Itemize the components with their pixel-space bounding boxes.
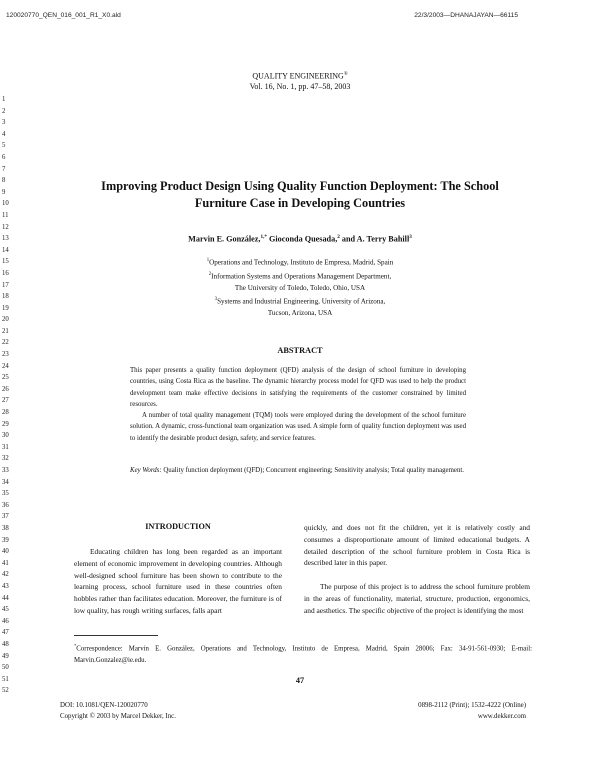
line-number: 44: [2, 594, 9, 602]
line-number: 9: [2, 188, 6, 196]
line-number: 32: [2, 455, 9, 463]
line-number: 14: [2, 246, 9, 254]
author-3: and A. Terry Bahill: [341, 234, 410, 244]
line-number: 2: [2, 107, 6, 115]
intro-left-paragraph: Educating children has long been regarded as an important element of economic improvement in developing countries. Although well-designed school furniture has been shown to contribute to the learning process, school furniture used in these countries often hobbles rather than facilitates education. Moreover, the furniture is of low quality, has rough writing surfaces, falls apart: [74, 547, 282, 615]
author-1: Marvin E. González,: [188, 234, 261, 244]
line-number: 34: [2, 478, 9, 486]
doi: DOI: 10.1081/QEN-120020770: [60, 702, 148, 709]
line-number: 37: [2, 513, 9, 521]
issn: 0898-2112 (Print); 1532-4222 (Online): [418, 702, 526, 709]
line-number: 30: [2, 432, 9, 440]
line-number: 10: [2, 200, 9, 208]
author-2: Gioconda Quesada,: [269, 234, 338, 244]
line-number: 5: [2, 142, 6, 150]
affiliation-2-cont: The University of Toledo, Toledo, Ohio, USA: [234, 283, 366, 292]
file-id-header: 120020770_QEN_016_001_R1_X0.ald: [6, 12, 121, 19]
line-number: 22: [2, 339, 9, 347]
affiliation-3: $^3$Systems and Industrial Engineering, University of Arizona,: [214, 297, 386, 306]
line-number: 8: [2, 177, 6, 185]
line-number: 24: [2, 362, 9, 370]
registered-mark: ®: [343, 72, 348, 77]
line-number: 49: [2, 652, 9, 660]
abstract-heading: ABSTRACT: [277, 346, 323, 355]
line-number: 23: [2, 351, 9, 359]
affiliations: [0, 255, 600, 320]
line-number: 12: [2, 223, 9, 231]
intro-right-paragraph-2: The purpose of this project is to address the school furniture problem in the areas of functionality, material, structure, production, ergonomics, and aesthetics. The specific objective of the project is identifying the most: [304, 582, 530, 615]
line-number: 39: [2, 536, 9, 544]
abstract-paragraph-1: This paper presents a quality function deployment (QFD) analysis of the design of school furniture in developing countries, using Costa Rica as the baseline. The dynamic hierarchy process model for QFD was used to help the product development team make effective decisions in satisfying the requirements of the customer constrained by limited resources.: [130, 367, 466, 408]
line-number: 6: [2, 153, 6, 161]
affiliation-1: $^1$Operations and Technology, Instituto de Empresa, Madrid, Spain: [206, 258, 394, 267]
line-number: 40: [2, 548, 9, 556]
line-number: 52: [2, 687, 9, 695]
keywords-label: Key Words:: [130, 467, 162, 474]
line-number: 15: [2, 258, 9, 266]
paper-title: [40, 178, 560, 212]
line-number: 19: [2, 304, 9, 312]
journal-name: QUALITY ENGINEERING®: [252, 71, 348, 81]
line-number: 7: [2, 165, 6, 173]
line-number: 41: [2, 559, 9, 567]
footer-right: [418, 701, 526, 722]
line-number: 27: [2, 397, 9, 405]
line-number: 1: [2, 96, 6, 103]
line-number: 25: [2, 374, 9, 382]
line-number: 3: [2, 119, 6, 127]
line-number: 45: [2, 606, 9, 614]
affiliation-3-cont: Tucson, Arizona, USA: [267, 309, 333, 318]
page-number: 47: [295, 676, 305, 685]
line-number: 16: [2, 269, 9, 277]
line-number: 50: [2, 664, 9, 672]
title-line-2: Furniture Case in Developing Countries: [194, 196, 406, 210]
intro-right-paragraph-1: quickly, and does not fit the children, yet it is relatively costly and consumes a disproportionate amount of limited educational budgets. A detailed description of the school furniture problem in Costa Rica is described later in this paper.: [304, 523, 530, 568]
footer-left: [60, 701, 176, 722]
line-number: 20: [2, 316, 9, 324]
line-number: 36: [2, 501, 9, 509]
author-1-affil: 1,*: [260, 234, 267, 240]
date-header: 22/3/2003—DHANAJAYAN—66115: [414, 12, 518, 19]
publisher-site: www.dekker.com: [477, 712, 526, 720]
line-number: 21: [2, 327, 9, 335]
journal-issue: Vol. 16, No. 1, pp. 47–58, 2003: [249, 82, 351, 91]
line-number: 29: [2, 420, 9, 428]
line-number: 31: [2, 443, 9, 451]
line-number: 33: [2, 467, 9, 474]
copyright: Copyright © 2003 by Marcel Dekker, Inc.: [60, 712, 176, 720]
introduction-heading: INTRODUCTION: [145, 522, 211, 531]
line-number: 38: [2, 524, 9, 532]
keywords-text: Quality function deployment (QFD); Concurrent engineering; Sensitivity analysis; Total quality management.: [161, 467, 464, 474]
abstract-paragraph-2: A number of total quality management (TQM) tools were employed during the development of the school furniture solution. A dynamic, cross-functional team organization was used. A simple form of quality function deployment was used to identify the desirable product design, safety, and service features.: [130, 412, 466, 442]
keywords: [130, 465, 466, 476]
line-number: 46: [2, 617, 9, 625]
line-number: 11: [2, 211, 9, 219]
line-number: 43: [2, 582, 9, 590]
line-number: 28: [2, 409, 9, 417]
affiliation-2: $^2$Information Systems and Operations Management Department,: [208, 271, 392, 281]
line-number: 51: [2, 675, 9, 683]
line-number: 42: [2, 571, 9, 579]
author-list: [0, 234, 600, 244]
line-number: 13: [2, 235, 9, 243]
line-number: 48: [2, 640, 9, 648]
line-numbers: [2, 94, 16, 697]
line-number: 26: [2, 385, 9, 393]
footnote-rule: [74, 635, 158, 636]
author-3-affil: 3: [409, 234, 412, 240]
title-line-1: Improving Product Design Using Quality Function Deployment: The School: [101, 179, 499, 193]
line-number: 35: [2, 490, 9, 498]
correspondence-footnote: *Correspondence: Marvin E. González, Operations and Technology, Instituto de Empresa, Madrid, Spain 28006; Fax: 34-91-561-0930; E-mail: Marvin.Gonzalez@ie.edu.: [74, 643, 532, 664]
author-2-affil: 2: [337, 234, 340, 240]
line-number: 18: [2, 293, 9, 301]
line-number: 47: [2, 629, 9, 637]
line-number: 17: [2, 281, 9, 289]
line-number: 4: [2, 130, 6, 138]
